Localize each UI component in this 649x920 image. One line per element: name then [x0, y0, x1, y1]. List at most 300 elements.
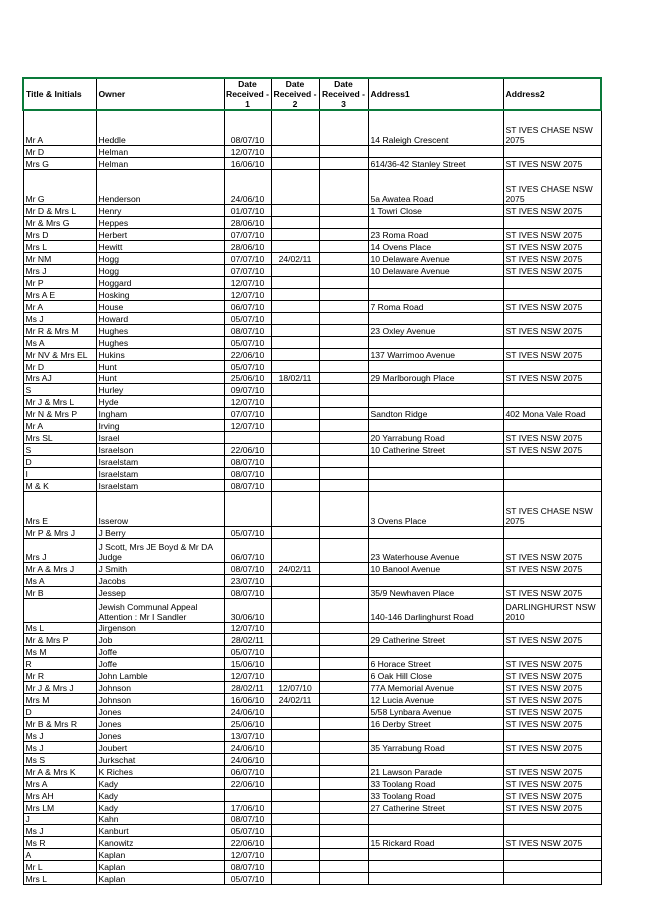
table-body: [23, 110, 601, 885]
cell-date-received-1: 07/07/10: [224, 265, 271, 277]
cell-address2: ST IVES CHASE NSW 2075: [503, 491, 601, 527]
cell-owner: Kanowitz: [96, 837, 224, 849]
cell-address2: ST IVES NSW 2075: [503, 265, 601, 277]
cell-date-received-2: [271, 658, 319, 670]
cell-date-received-2: 18/02/11: [271, 372, 319, 384]
cell-address1: [368, 360, 503, 372]
cell-owner: Howard: [96, 312, 224, 324]
cell-owner: Kanburt: [96, 825, 224, 837]
cell-date-received-2: [271, 622, 319, 634]
cell-date-received-3: [319, 360, 368, 372]
cell-title-initials: S: [23, 444, 96, 456]
cell-title-initials: Ms R: [23, 837, 96, 849]
cell-title-initials: Mr D: [23, 146, 96, 158]
cell-address1: 15 Rickard Road: [368, 837, 503, 849]
cell-address2: ST IVES NSW 2075: [503, 658, 601, 670]
cell-address1: 27 Catherine Street: [368, 801, 503, 813]
cell-date-received-3: [319, 801, 368, 813]
header-title-initials: Title & Initials: [23, 78, 96, 110]
table-row: [23, 468, 601, 480]
cell-date-received-2: 24/02/11: [271, 563, 319, 575]
cell-date-received-1: [224, 432, 271, 444]
cell-address1: [368, 468, 503, 480]
cell-address2: ST IVES NSW 2075: [503, 789, 601, 801]
cell-address2: [503, 360, 601, 372]
cell-address1: 5/58 Lynbara Avenue: [368, 706, 503, 718]
cell-date-received-3: [319, 670, 368, 682]
cell-address1: [368, 396, 503, 408]
table-row: [23, 574, 601, 586]
cell-address2: ST IVES NSW 2075: [503, 586, 601, 598]
cell-date-received-1: 08/07/10: [224, 479, 271, 491]
cell-date-received-3: [319, 729, 368, 741]
cell-date-received-1: 06/07/10: [224, 539, 271, 563]
cell-address2: ST IVES NSW 2075: [503, 241, 601, 253]
cell-address1: 10 Banool Avenue: [368, 563, 503, 575]
table-row: [23, 217, 601, 229]
table-row: [23, 527, 601, 539]
cell-date-received-2: [271, 539, 319, 563]
cell-date-received-2: [271, 432, 319, 444]
table-row: [23, 408, 601, 420]
cell-date-received-3: [319, 765, 368, 777]
cell-date-received-2: [271, 300, 319, 312]
cell-title-initials: Mr L: [23, 861, 96, 873]
cell-title-initials: Mrs LM: [23, 801, 96, 813]
cell-date-received-3: [319, 718, 368, 730]
cell-address2: ST IVES NSW 2075: [503, 741, 601, 753]
cell-date-received-2: [271, 169, 319, 205]
table-row: [23, 372, 601, 384]
cell-owner: K Riches: [96, 765, 224, 777]
cell-title-initials: Mr A & Mrs J: [23, 563, 96, 575]
table-row: [23, 396, 601, 408]
cell-address2: ST IVES NSW 2075: [503, 563, 601, 575]
cell-date-received-3: [319, 574, 368, 586]
cell-date-received-2: [271, 468, 319, 480]
cell-date-received-3: [319, 694, 368, 706]
cell-date-received-2: [271, 479, 319, 491]
table-row: [23, 491, 601, 527]
cell-title-initials: Mrs AJ: [23, 372, 96, 384]
cell-address1: 23 Roma Road: [368, 229, 503, 241]
cell-date-received-3: [319, 229, 368, 241]
cell-title-initials: Mrs L: [23, 241, 96, 253]
cell-title-initials: Mrs J: [23, 265, 96, 277]
cell-date-received-2: [271, 420, 319, 432]
cell-address1: 12 Lucia Avenue: [368, 694, 503, 706]
cell-owner: John Lamble: [96, 670, 224, 682]
table-row: [23, 420, 601, 432]
header-owner: Owner: [96, 78, 224, 110]
cell-date-received-2: [271, 634, 319, 646]
cell-title-initials: Mr J & Mrs L: [23, 396, 96, 408]
cell-date-received-2: [271, 718, 319, 730]
cell-title-initials: Mr P: [23, 277, 96, 289]
cell-address2: ST IVES NSW 2075: [503, 432, 601, 444]
cell-date-received-2: [271, 456, 319, 468]
cell-date-received-1: 08/07/10: [224, 468, 271, 480]
cell-owner: Israelson: [96, 444, 224, 456]
cell-date-received-3: [319, 348, 368, 360]
cell-date-received-3: [319, 873, 368, 885]
cell-date-received-1: 12/07/10: [224, 849, 271, 861]
cell-address1: [368, 146, 503, 158]
cell-date-received-2: [271, 146, 319, 158]
cell-date-received-3: [319, 563, 368, 575]
cell-date-received-3: [319, 622, 368, 634]
cell-date-received-1: 24/06/10: [224, 753, 271, 765]
cell-title-initials: Mr D: [23, 360, 96, 372]
cell-owner: Ingham: [96, 408, 224, 420]
table-row: [23, 777, 601, 789]
cell-date-received-1: 06/07/10: [224, 300, 271, 312]
cell-title-initials: Mr NV & Mrs EL: [23, 348, 96, 360]
table-row: [23, 706, 601, 718]
cell-date-received-1: 12/07/10: [224, 146, 271, 158]
cell-date-received-3: [319, 682, 368, 694]
cell-title-initials: Ms J: [23, 312, 96, 324]
cell-date-received-2: [271, 813, 319, 825]
cell-address2: [503, 396, 601, 408]
cell-owner: Israelstam: [96, 479, 224, 491]
cell-address2: [503, 217, 601, 229]
cell-address1: 14 Ovens Place: [368, 241, 503, 253]
cell-owner: Heppes: [96, 217, 224, 229]
cell-title-initials: Ms M: [23, 646, 96, 658]
cell-date-received-3: [319, 741, 368, 753]
cell-title-initials: Ms J: [23, 825, 96, 837]
cell-date-received-1: 07/07/10: [224, 253, 271, 265]
cell-title-initials: Mr & Mrs P: [23, 634, 96, 646]
cell-date-received-1: 12/07/10: [224, 622, 271, 634]
cell-title-initials: J: [23, 813, 96, 825]
cell-address2: ST IVES CHASE NSW 2075: [503, 110, 601, 146]
cell-owner: Henry: [96, 205, 224, 217]
cell-address1: [368, 312, 503, 324]
cell-owner: Hosking: [96, 288, 224, 300]
cell-address1: 6 Horace Street: [368, 658, 503, 670]
cell-owner: Kaplan: [96, 861, 224, 873]
cell-title-initials: Ms S: [23, 753, 96, 765]
cell-title-initials: M & K: [23, 479, 96, 491]
table-row: [23, 634, 601, 646]
cell-address1: 10 Catherine Street: [368, 444, 503, 456]
table-row: [23, 753, 601, 765]
cell-address1: [368, 825, 503, 837]
cell-address2: 402 Mona Vale Road: [503, 408, 601, 420]
cell-owner: Kahn: [96, 813, 224, 825]
cell-date-received-1: 08/07/10: [224, 861, 271, 873]
cell-owner: Johnson: [96, 694, 224, 706]
cell-address1: 140-146 Darlinghurst Road: [368, 598, 503, 622]
cell-title-initials: Mr P & Mrs J: [23, 527, 96, 539]
cell-address2: [503, 384, 601, 396]
table-row: [23, 479, 601, 491]
cell-address1: [368, 622, 503, 634]
cell-owner: House: [96, 300, 224, 312]
cell-address1: 5a Awatea Road: [368, 169, 503, 205]
cell-owner: Isserow: [96, 491, 224, 527]
table-row: [23, 277, 601, 289]
table-row: [23, 873, 601, 885]
cell-title-initials: Mr NM: [23, 253, 96, 265]
cell-owner: Kaplan: [96, 849, 224, 861]
table-row: [23, 670, 601, 682]
cell-owner: J Berry: [96, 527, 224, 539]
table-row: [23, 110, 601, 146]
cell-owner: Henderson: [96, 169, 224, 205]
cell-date-received-2: [271, 741, 319, 753]
cell-address2: [503, 312, 601, 324]
cell-address1: 10 Delaware Avenue: [368, 265, 503, 277]
cell-date-received-1: 05/07/10: [224, 873, 271, 885]
cell-date-received-2: [271, 229, 319, 241]
cell-date-received-2: [271, 598, 319, 622]
cell-address1: 77A Memorial Avenue: [368, 682, 503, 694]
cell-address1: 7 Roma Road: [368, 300, 503, 312]
table-row: [23, 229, 601, 241]
table-row: [23, 300, 601, 312]
table-row: [23, 384, 601, 396]
cell-title-initials: Mrs L: [23, 873, 96, 885]
cell-address1: 23 Oxley Avenue: [368, 324, 503, 336]
cell-address1: 35 Yarrabung Road: [368, 741, 503, 753]
header-date-received-2: Date Received - 2: [271, 78, 319, 110]
cell-date-received-1: 16/06/10: [224, 157, 271, 169]
cell-date-received-1: 23/07/10: [224, 574, 271, 586]
cell-title-initials: Mr B & Mrs R: [23, 718, 96, 730]
cell-address2: [503, 527, 601, 539]
cell-title-initials: Mr R & Mrs M: [23, 324, 96, 336]
cell-address2: ST IVES NSW 2075: [503, 444, 601, 456]
cell-date-received-1: 05/07/10: [224, 360, 271, 372]
cell-date-received-1: 15/06/10: [224, 658, 271, 670]
cell-owner: Israelstam: [96, 468, 224, 480]
cell-date-received-3: [319, 288, 368, 300]
cell-date-received-1: 12/07/10: [224, 288, 271, 300]
cell-date-received-3: [319, 598, 368, 622]
cell-date-received-1: 28/02/11: [224, 634, 271, 646]
cell-date-received-3: [319, 396, 368, 408]
cell-title-initials: I: [23, 468, 96, 480]
table-row: [23, 563, 601, 575]
cell-owner: Joubert: [96, 741, 224, 753]
header-address1: Address1: [368, 78, 503, 110]
cell-date-received-3: [319, 146, 368, 158]
cell-date-received-3: [319, 277, 368, 289]
cell-date-received-2: [271, 586, 319, 598]
cell-date-received-1: 12/07/10: [224, 420, 271, 432]
cell-date-received-1: 05/07/10: [224, 825, 271, 837]
cell-title-initials: [23, 598, 96, 622]
cell-address2: ST IVES NSW 2075: [503, 300, 601, 312]
cell-address1: [368, 420, 503, 432]
cell-owner: Hurley: [96, 384, 224, 396]
table-row: [23, 718, 601, 730]
cell-address2: ST IVES NSW 2075: [503, 324, 601, 336]
cell-address1: [368, 813, 503, 825]
table-row: [23, 312, 601, 324]
cell-date-received-1: 28/06/10: [224, 241, 271, 253]
cell-date-received-3: [319, 432, 368, 444]
cell-date-received-2: [271, 277, 319, 289]
table-row: [23, 741, 601, 753]
cell-date-received-1: 13/07/10: [224, 729, 271, 741]
cell-title-initials: Mrs A E: [23, 288, 96, 300]
cell-title-initials: S: [23, 384, 96, 396]
cell-owner: Herbert: [96, 229, 224, 241]
cell-title-initials: Mr A: [23, 300, 96, 312]
table-row: [23, 789, 601, 801]
cell-date-received-2: [271, 217, 319, 229]
cell-address2: ST IVES NSW 2075: [503, 718, 601, 730]
cell-date-received-2: [271, 110, 319, 146]
cell-address2: ST IVES NSW 2075: [503, 253, 601, 265]
cell-date-received-3: [319, 312, 368, 324]
cell-date-received-3: [319, 825, 368, 837]
cell-date-received-1: 09/07/10: [224, 384, 271, 396]
cell-date-received-2: [271, 825, 319, 837]
owners-table: [22, 77, 602, 885]
cell-address1: [368, 456, 503, 468]
cell-owner: Jirgenson: [96, 622, 224, 634]
cell-date-received-2: [271, 324, 319, 336]
cell-title-initials: Mrs G: [23, 157, 96, 169]
cell-title-initials: Mrs A: [23, 777, 96, 789]
cell-title-initials: Ms A: [23, 574, 96, 586]
cell-title-initials: Mrs M: [23, 694, 96, 706]
cell-date-received-1: 28/02/11: [224, 682, 271, 694]
cell-title-initials: A: [23, 849, 96, 861]
table-row: [23, 825, 601, 837]
cell-date-received-2: [271, 336, 319, 348]
cell-address1: [368, 336, 503, 348]
cell-title-initials: Mr N & Mrs P: [23, 408, 96, 420]
cell-address2: ST IVES NSW 2075: [503, 372, 601, 384]
cell-address2: DARLINGHURST NSW 2010: [503, 598, 601, 622]
cell-date-received-3: [319, 420, 368, 432]
cell-date-received-3: [319, 444, 368, 456]
cell-address1: 35/9 Newhaven Place: [368, 586, 503, 598]
cell-owner: Hogg: [96, 253, 224, 265]
cell-address2: [503, 574, 601, 586]
cell-address2: [503, 753, 601, 765]
cell-title-initials: Mr & Mrs G: [23, 217, 96, 229]
cell-date-received-1: 08/07/10: [224, 813, 271, 825]
table-row: [23, 146, 601, 158]
cell-address2: ST IVES NSW 2075: [503, 682, 601, 694]
cell-date-received-2: [271, 205, 319, 217]
cell-date-received-2: [271, 444, 319, 456]
table-row: [23, 861, 601, 873]
cell-title-initials: Mr A: [23, 110, 96, 146]
cell-owner: Kady: [96, 801, 224, 813]
cell-address2: ST IVES NSW 2075: [503, 229, 601, 241]
cell-address2: ST IVES NSW 2075: [503, 694, 601, 706]
cell-owner: Hukins: [96, 348, 224, 360]
table-row: [23, 253, 601, 265]
cell-date-received-2: [271, 360, 319, 372]
cell-address1: [368, 861, 503, 873]
cell-date-received-3: [319, 217, 368, 229]
cell-title-initials: Mrs AH: [23, 789, 96, 801]
cell-address2: ST IVES NSW 2075: [503, 348, 601, 360]
cell-date-received-3: [319, 479, 368, 491]
cell-title-initials: Mr J & Mrs J: [23, 682, 96, 694]
cell-date-received-1: 08/07/10: [224, 324, 271, 336]
table-row: [23, 360, 601, 372]
cell-date-received-1: 22/06/10: [224, 837, 271, 849]
cell-address1: 10 Delaware Avenue: [368, 253, 503, 265]
cell-title-initials: Mr B: [23, 586, 96, 598]
cell-date-received-3: [319, 646, 368, 658]
cell-date-received-1: 25/06/10: [224, 372, 271, 384]
table-row: [23, 694, 601, 706]
cell-date-received-2: [271, 265, 319, 277]
cell-date-received-2: [271, 646, 319, 658]
cell-date-received-1: 17/06/10: [224, 801, 271, 813]
cell-date-received-1: [224, 491, 271, 527]
cell-owner: Helman: [96, 146, 224, 158]
cell-date-received-2: [271, 312, 319, 324]
cell-date-received-3: [319, 658, 368, 670]
cell-address2: ST IVES NSW 2075: [503, 837, 601, 849]
cell-owner: Kady: [96, 789, 224, 801]
cell-address2: ST IVES NSW 2075: [503, 777, 601, 789]
cell-date-received-3: [319, 468, 368, 480]
cell-date-received-1: 30/06/10: [224, 598, 271, 622]
cell-owner: Israelstam: [96, 456, 224, 468]
cell-address1: 33 Toolang Road: [368, 789, 503, 801]
cell-address2: [503, 420, 601, 432]
cell-address2: [503, 468, 601, 480]
cell-date-received-1: 12/07/10: [224, 277, 271, 289]
cell-title-initials: Ms J: [23, 741, 96, 753]
cell-owner: Kady: [96, 777, 224, 789]
cell-date-received-2: [271, 837, 319, 849]
table-row: [23, 336, 601, 348]
cell-date-received-3: [319, 372, 368, 384]
cell-address1: [368, 849, 503, 861]
cell-address2: [503, 479, 601, 491]
cell-address1: [368, 646, 503, 658]
table-row: [23, 205, 601, 217]
cell-date-received-2: [271, 574, 319, 586]
cell-address1: 6 Oak Hill Close: [368, 670, 503, 682]
cell-date-received-3: [319, 336, 368, 348]
table-row: [23, 444, 601, 456]
cell-date-received-1: 08/07/10: [224, 456, 271, 468]
header-address2: Address2: [503, 78, 601, 110]
cell-date-received-1: 24/06/10: [224, 741, 271, 753]
table-row: [23, 157, 601, 169]
cell-title-initials: Ms J: [23, 729, 96, 741]
cell-date-received-3: [319, 586, 368, 598]
table-row: [23, 837, 601, 849]
cell-date-received-3: [319, 539, 368, 563]
cell-address2: [503, 646, 601, 658]
cell-date-received-1: 08/07/10: [224, 110, 271, 146]
table-row: [23, 598, 601, 622]
cell-address1: 614/36-42 Stanley Street: [368, 157, 503, 169]
cell-owner: Job: [96, 634, 224, 646]
cell-date-received-2: [271, 801, 319, 813]
cell-date-received-1: 22/06/10: [224, 348, 271, 360]
cell-address1: 29 Catherine Street: [368, 634, 503, 646]
cell-date-received-3: [319, 157, 368, 169]
cell-date-received-3: [319, 384, 368, 396]
